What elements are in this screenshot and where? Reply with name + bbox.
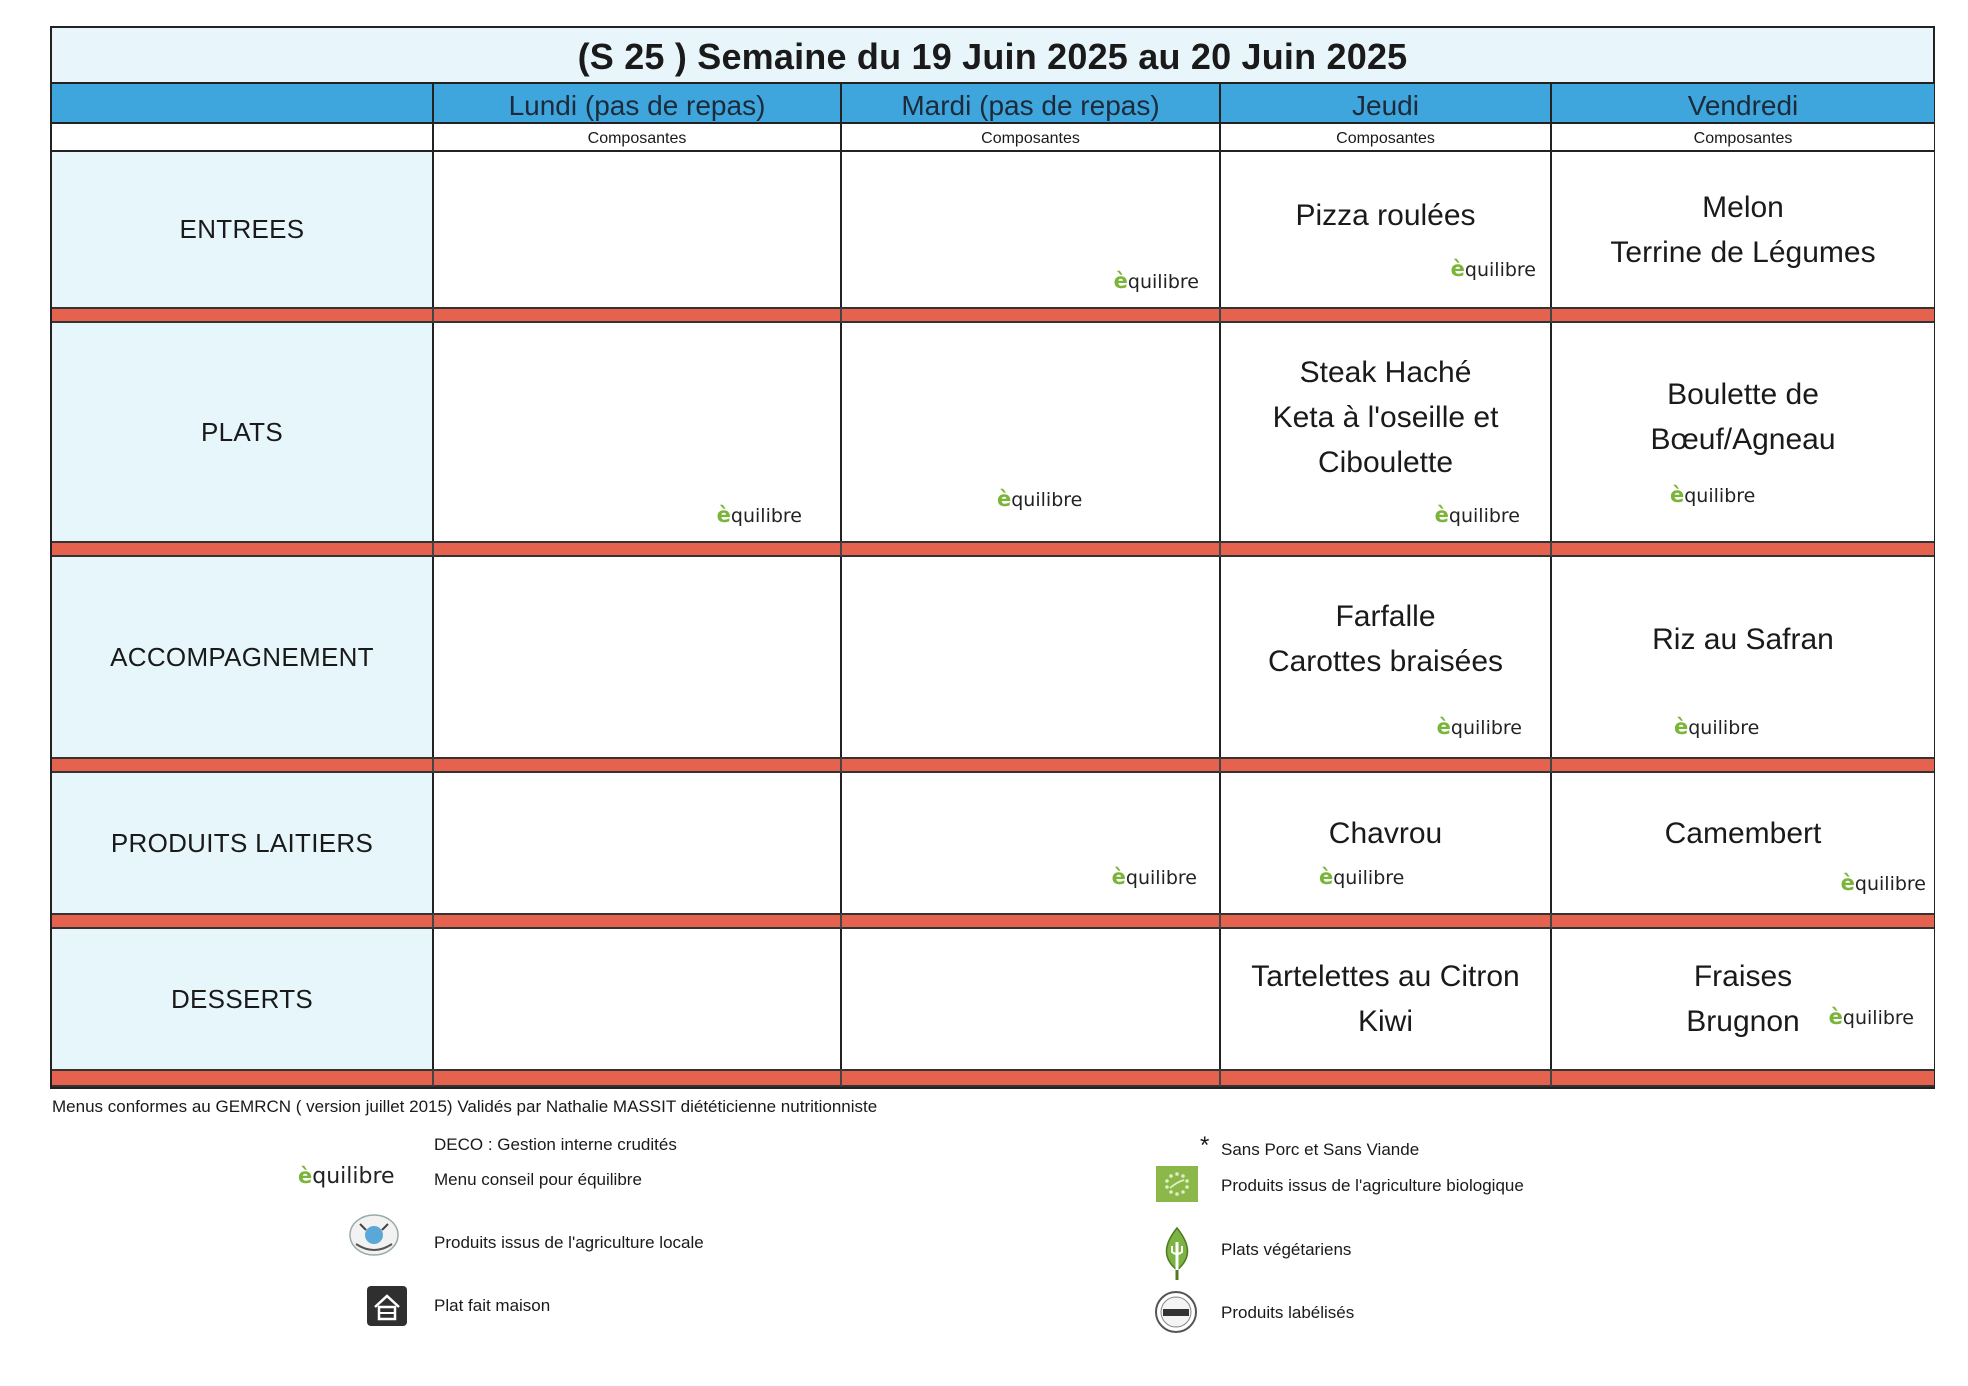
separator — [1552, 307, 1934, 323]
menu-table — [50, 82, 1935, 1089]
legend-maison: Plat fait maison — [434, 1296, 551, 1315]
legend-sans-porc: Sans Porc et Sans Viande — [1221, 1140, 1420, 1159]
label-quality-badge-icon — [1154, 1290, 1198, 1339]
separator — [1552, 757, 1934, 773]
separator — [842, 757, 1221, 773]
equilibre-logo: èquilibre — [997, 487, 1083, 511]
desserts-lundi — [434, 929, 842, 1069]
equilibre-logo: èquilibre — [1450, 257, 1536, 281]
separator — [434, 1069, 842, 1087]
laitiers-mardi — [842, 773, 1221, 913]
footer-note: Menus conformes au GEMRCN ( version juillet 2015) Validés par Nathalie MASSIT diététicienne nutritionniste — [52, 1097, 878, 1116]
dish-name: Kiwi — [1357, 1005, 1413, 1038]
entrees-lundi — [434, 152, 842, 307]
sub-jeudi: Composantes — [1221, 122, 1552, 152]
separator — [434, 757, 842, 773]
dish-name: Riz au Safran — [1652, 622, 1834, 656]
dish-name: Bœuf/Agneau — [1650, 423, 1836, 456]
laitiers-vendredi — [1552, 773, 1934, 913]
legend-local: Produits issus de l'agriculture locale — [434, 1233, 704, 1252]
separator — [842, 1069, 1221, 1087]
vegetarian-leaf-icon — [1160, 1226, 1194, 1287]
dish-name: Ciboulette — [1317, 445, 1454, 479]
header-mardi: Mardi (pas de repas) — [842, 82, 1221, 122]
accompagnement-mardi — [842, 557, 1221, 757]
header-corner — [52, 82, 434, 122]
dish-name: Pizza roulées — [1295, 199, 1476, 232]
header-jeudi: Jeudi — [1221, 82, 1552, 122]
separator — [842, 541, 1221, 557]
dish-name: Terrine de Légumes — [1610, 235, 1876, 269]
sub-lundi: Composantes — [434, 122, 842, 152]
separator — [1221, 541, 1552, 557]
house-icon — [366, 1285, 408, 1332]
separator — [434, 541, 842, 557]
dish-name: Brugnon — [1686, 1005, 1800, 1038]
separator — [434, 307, 842, 323]
desserts-mardi — [842, 929, 1221, 1069]
sub-vendredi: Composantes — [1552, 122, 1934, 152]
entrees-vendredi — [1552, 152, 1934, 307]
accompagnement-vendredi — [1552, 557, 1934, 757]
dish-name: Melon — [1702, 190, 1784, 224]
plats-jeudi — [1221, 323, 1552, 541]
dish-name: Carottes braisées — [1267, 645, 1504, 678]
separator — [52, 913, 434, 929]
category-entrees: ENTREES — [52, 152, 434, 307]
equilibre-logo: èquilibre — [1674, 715, 1760, 739]
separator — [1221, 307, 1552, 323]
local-agriculture-icon — [346, 1210, 402, 1265]
dish-name: Boulette de — [1667, 378, 1819, 411]
category-desserts: DESSERTS — [52, 929, 434, 1069]
category-accompagnement: ACCOMPAGNEMENT — [52, 557, 434, 757]
dish-name: Chavrou — [1328, 816, 1443, 850]
dish-name: Steak Haché — [1299, 355, 1472, 389]
legend-labelises: Produits labélisés — [1221, 1303, 1355, 1322]
dish-name: Tartelettes au Citron — [1251, 960, 1520, 993]
equilibre-logo: èquilibre — [716, 503, 802, 527]
separator — [1221, 1069, 1552, 1087]
sub-mardi: Composantes — [842, 122, 1221, 152]
legend-equilibre: Menu conseil pour équilibre — [434, 1170, 642, 1189]
equilibre-logo: èquilibre — [1319, 865, 1405, 889]
separator — [52, 757, 434, 773]
header-lundi: Lundi (pas de repas) — [434, 82, 842, 122]
equilibre-logo: èquilibre — [298, 1164, 395, 1189]
separator — [52, 1069, 434, 1087]
category-plats: PLATS — [52, 323, 434, 541]
separator — [842, 307, 1221, 323]
legend-bio: Produits issus de l'agriculture biologique — [1221, 1176, 1524, 1195]
dish-name: Fraises — [1693, 960, 1793, 993]
laitiers-lundi — [434, 773, 842, 913]
desserts-jeudi — [1221, 929, 1552, 1069]
entrees-mardi — [842, 152, 1221, 307]
separator — [434, 913, 842, 929]
separator — [52, 541, 434, 557]
equilibre-logo: èquilibre — [1113, 269, 1199, 293]
laitiers-jeudi — [1221, 773, 1552, 913]
accompagnement-jeudi — [1221, 557, 1552, 757]
plats-lundi — [434, 323, 842, 541]
desserts-vendredi — [1552, 929, 1934, 1069]
star-symbol: * — [1200, 1132, 1210, 1159]
equilibre-logo: èquilibre — [1111, 865, 1197, 889]
dish-name: Keta à l'oseille et — [1272, 400, 1499, 434]
separator — [1221, 757, 1552, 773]
equilibre-logo: èquilibre — [1436, 715, 1522, 739]
separator — [1552, 913, 1934, 929]
header-vendredi: Vendredi — [1552, 82, 1934, 122]
page-title: (S 25 ) Semaine du 19 Juin 2025 au 20 Juin 2025 — [50, 26, 1935, 82]
dish-name: Camembert — [1664, 816, 1822, 850]
category-produits-laitiers: PRODUITS LAITIERS — [52, 773, 434, 913]
plats-mardi — [842, 323, 1221, 541]
equilibre-logo: èquilibre — [1670, 483, 1756, 507]
separator — [1221, 913, 1552, 929]
sub-corner — [52, 122, 434, 152]
separator — [1552, 1069, 1934, 1087]
separator — [1552, 541, 1934, 557]
legend-deco: DECO : Gestion interne crudités — [434, 1135, 677, 1154]
plats-vendredi — [1552, 323, 1934, 541]
bio-leaf-icon — [1156, 1166, 1198, 1207]
separator — [842, 913, 1221, 929]
equilibre-logo: èquilibre — [1828, 1005, 1914, 1029]
legend-vegetarien: Plats végétariens — [1221, 1240, 1352, 1259]
equilibre-logo: èquilibre — [1840, 871, 1926, 895]
accompagnement-lundi — [434, 557, 842, 757]
dish-name: Farfalle — [1335, 600, 1436, 633]
entrees-jeudi — [1221, 152, 1552, 307]
equilibre-logo: èquilibre — [1434, 503, 1520, 527]
menu-sheet — [50, 26, 1935, 1108]
separator — [52, 307, 434, 323]
